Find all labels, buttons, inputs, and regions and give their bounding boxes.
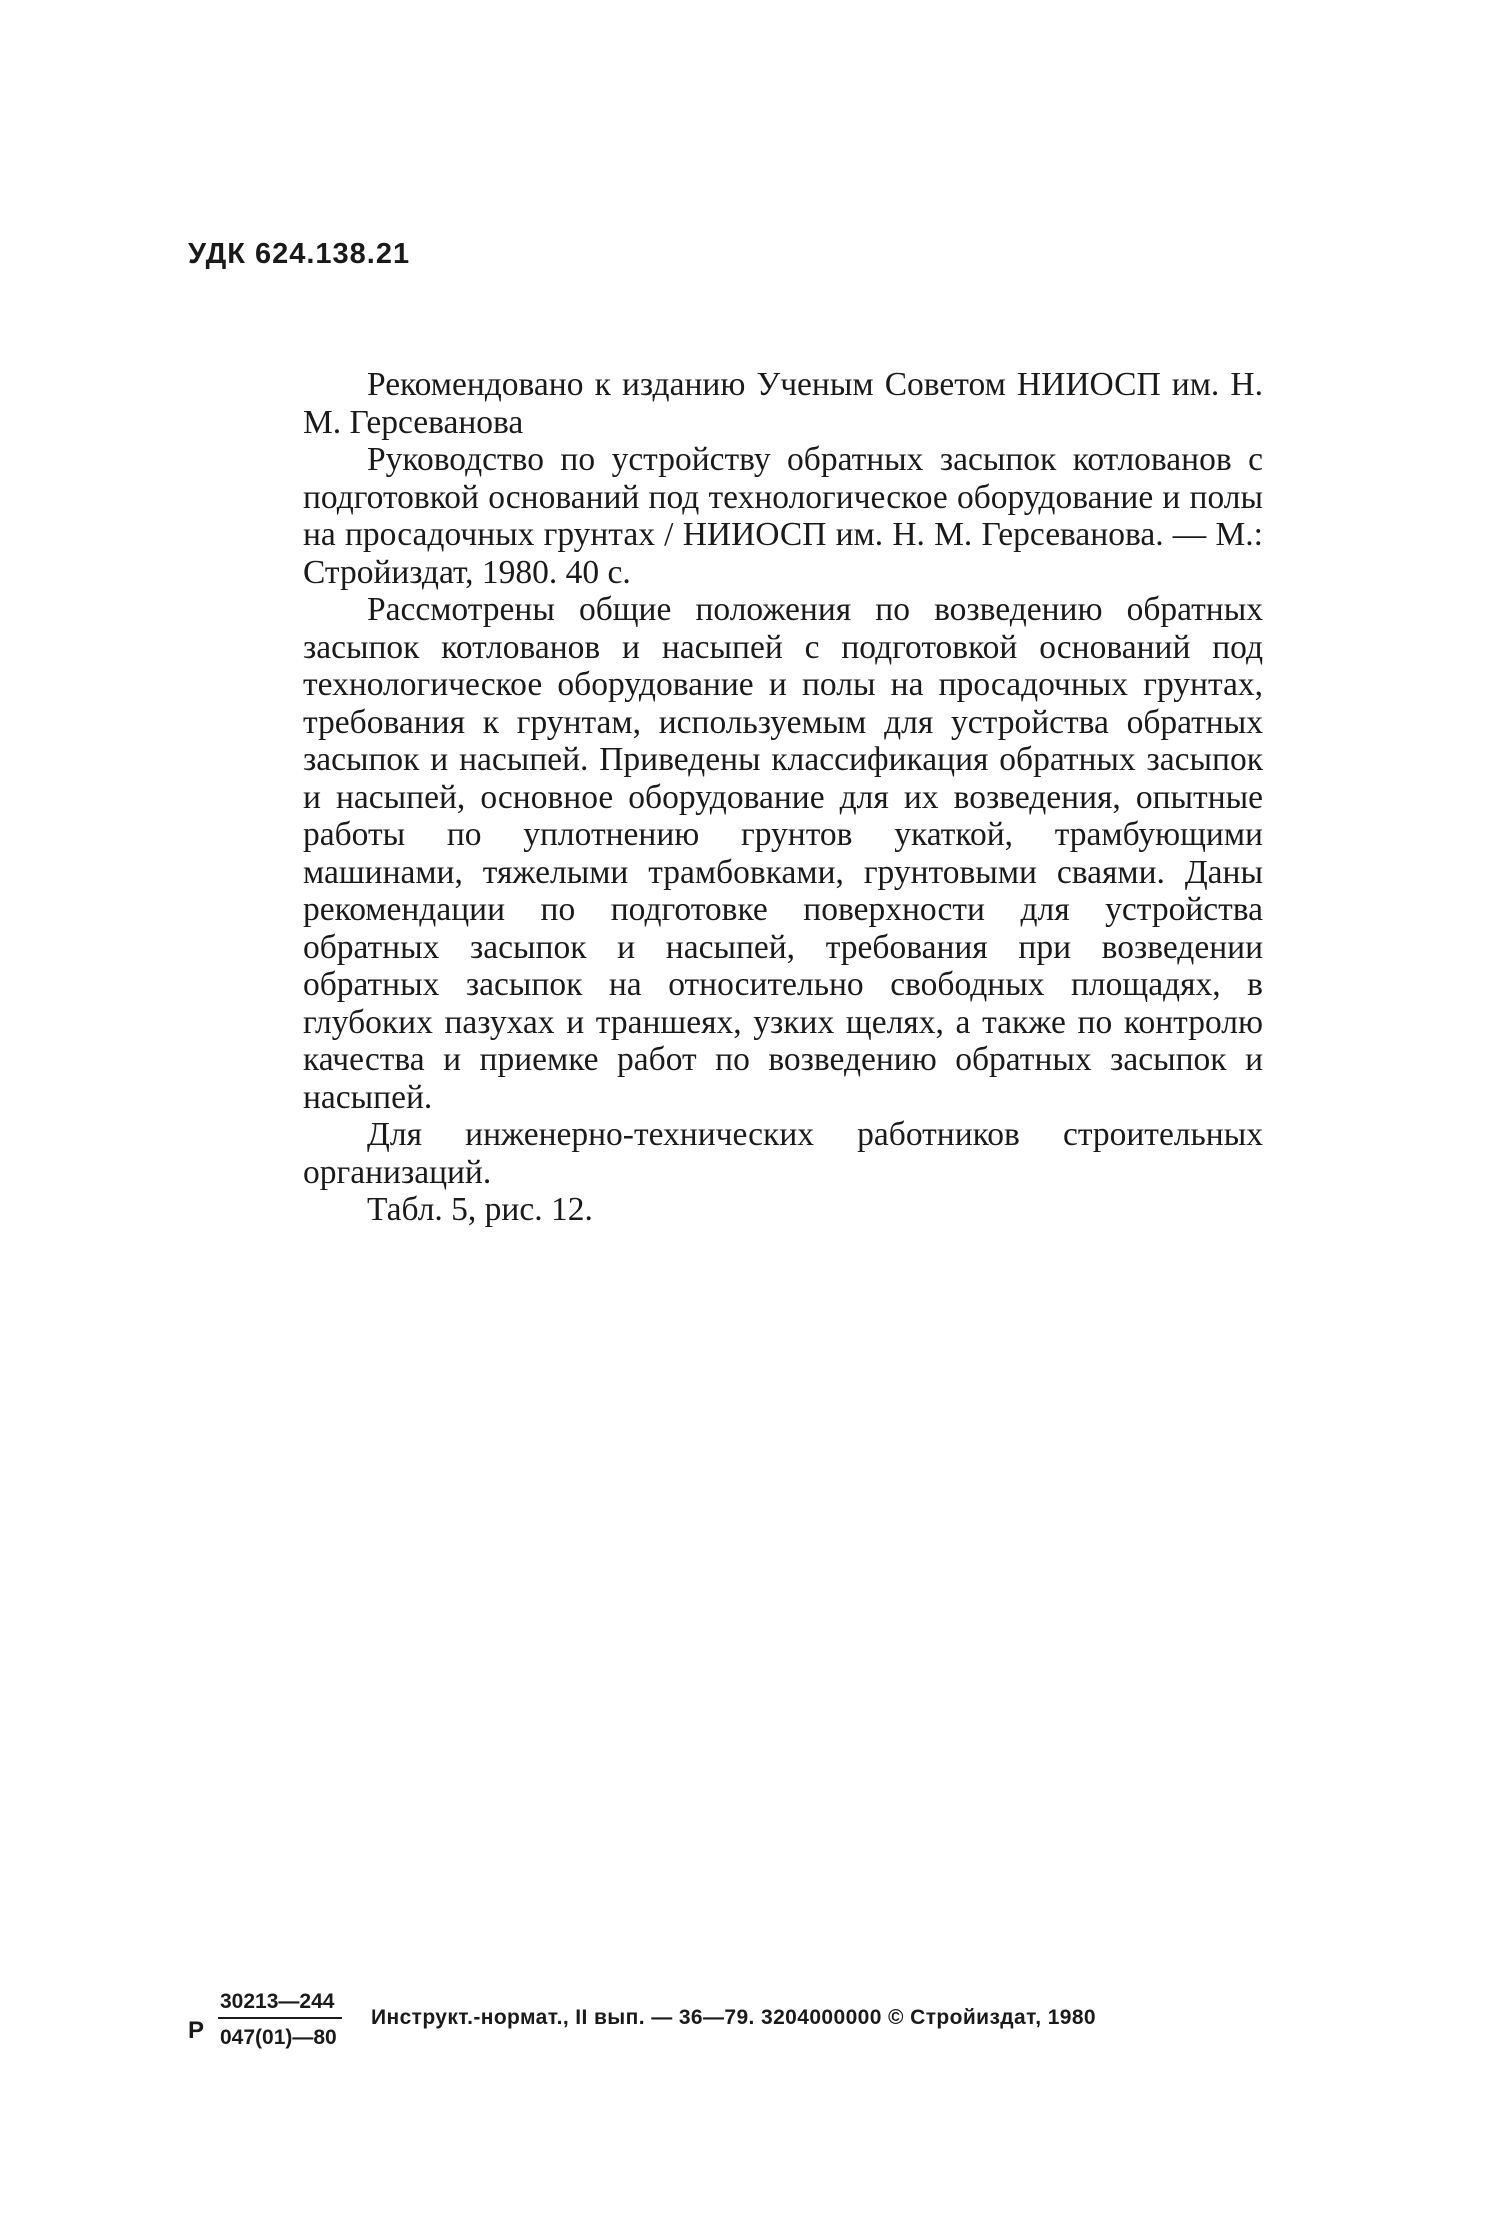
udk-code: УДК 624.138.21 <box>188 238 411 270</box>
imprint-footer <box>188 1990 1388 2080</box>
bibliographic-entry: Руководство по устройству обратных засыпок котлованов с подготовкой оснований под технологическое оборудование и полы на просадочных грунтах / НИИОСП им. Н. М. Герсеванова. — М.: Стройиздат, 1980. 40 с. <box>303 441 1263 591</box>
footer-imprint-text: Инструкт.-нормат., II вып. — 36—79. 3204000000 © Стройиздат, 1980 <box>371 2006 1097 2029</box>
recommendation-paragraph: Рекомендовано к изданию Ученым Советом НИИОСП им. Н. М. Герсеванова <box>303 366 1263 441</box>
footer-fraction-top: 30213—244 <box>218 1990 342 2019</box>
main-text <box>303 366 1263 1229</box>
tables-figures-count: Табл. 5, рис. 12. <box>367 1191 593 1228</box>
footer-index-letter: Р <box>188 2017 205 2044</box>
abstract-paragraph: Рассмотрены общие положения по возведению обратных засыпок котлованов и насыпей с подготовкой оснований под технологическое оборудование и полы на просадочных грунтах, требования к грунтам, используемым для устройства обратных засыпок и насыпей. Приведены классификация обратных засыпок и насыпей, основное оборудование для их возведения, опытные работы по уплотнению грунтов укаткой, трамбующими машинами, тяжелыми трамбовками, грунтовыми сваями. Даны рекомендации по подготовке поверхности для устройства обратных засыпок и насыпей, требования при возведении обратных засыпок на относительно свободных площадях, в глубоких пазухах и траншеях, узких щелях, а также по контролю качества и приемке работ по возведению обратных засыпок и насыпей. <box>303 591 1263 1116</box>
audience-paragraph: Для инженерно-технических работников строительных организаций. <box>303 1116 1263 1191</box>
footer-fraction-bottom: 047(01)—80 <box>220 2026 337 2049</box>
